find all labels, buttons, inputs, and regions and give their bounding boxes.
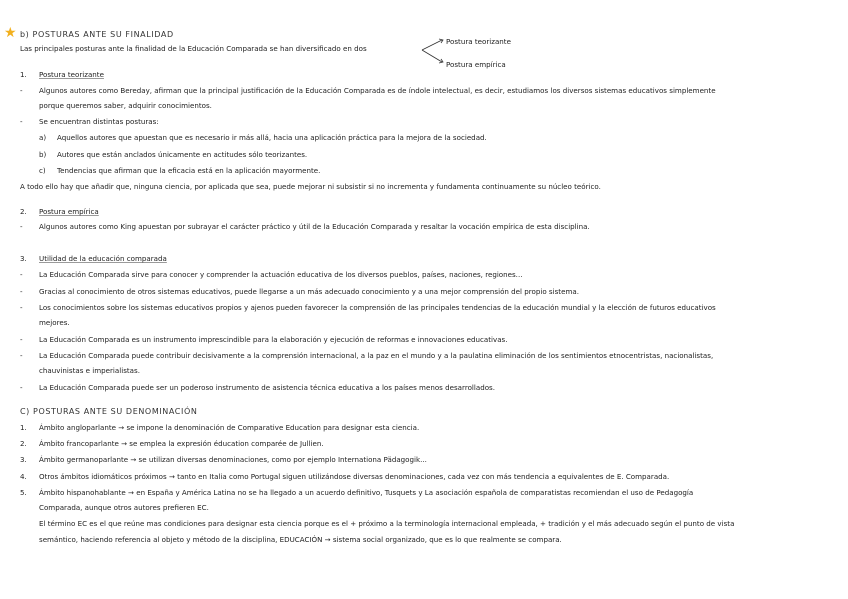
item-number: 4. <box>20 472 27 481</box>
sub-label-b: b) <box>39 150 47 159</box>
teorizante-bullet-1: Algunos autores como Bereday, afirman que la principal justificación de la Educación Comparada es de índole intelectual, es decir, estudiamos los diversos sistemas educativos simplemente <box>39 86 716 95</box>
bullet-dash: - <box>20 303 23 312</box>
denominacion-item-2: Ámbito francoparlante → se emplea la expresión éducation comparée de Jullien. <box>39 439 324 448</box>
postura-empirica-title: Postura empírica <box>39 207 99 216</box>
section-b-title: b) POSTURAS ANTE SU FINALIDAD <box>20 30 174 39</box>
bullet-dash: - <box>20 287 23 296</box>
branch-bottom-label: Postura empírica <box>446 60 506 69</box>
utilidad-bullet-3: Los conocimientos sobre los sistemas educativos propios y ajenos pueden favorecer la comprensión de las principales tendencias de la educación mundial y la elección de futuros educativos <box>39 303 716 312</box>
teorizante-closing: A todo ello hay que añadir que, ninguna ciencia, por aplicada que sea, puede mejorar ni subsistir si no incrementa y fundamenta continuamente su núcleo teórico. <box>20 182 601 191</box>
utilidad-bullet-5: La Educación Comparada puede contribuir decisivamente a la comprensión internacional, a la paz en el mundo y a la paulatina eliminación de los sentimientos etnocentristas, nacionalistas, <box>39 351 714 360</box>
star-icon: ★ <box>4 25 17 41</box>
sub-item-c: Tendencias que afirman que la eficacia está en la aplicación mayormente. <box>57 166 321 175</box>
item-number: 2. <box>20 439 27 448</box>
bullet-dash: - <box>20 222 23 231</box>
item-number: 1. <box>20 423 27 432</box>
sub-item-b: Autores que están anclados únicamente en actitudes sólo teorizantes. <box>57 150 308 159</box>
denominacion-item-4: Otros ámbitos idiomáticos próximos → tanto en Italia como Portugal siguen utilizándose diversas denominaciones, cada vez con más tendencia a equivalentes de E. Comparada. <box>39 472 670 481</box>
denominacion-paragraph-cont: semántico, haciendo referencia al objeto y método de la disciplina, EDUCACIÓN → sistema social organizado, que es lo que realmente se compara. <box>39 535 562 544</box>
teorizante-bullet-1-cont: porque queremos saber, adquirir conocimientos. <box>39 101 212 110</box>
bullet-dash: - <box>20 351 23 360</box>
item-number: 2. <box>20 207 27 216</box>
utilidad-title: Utilidad de la educación comparada <box>39 254 167 263</box>
utilidad-bullet-1: La Educación Comparada sirve para conocer y comprender la actuación educativa de los diversos pueblos, países, naciones, regiones... <box>39 270 523 279</box>
bullet-dash: - <box>20 117 23 126</box>
utilidad-bullet-3-cont: mejores. <box>39 318 70 327</box>
item-number: 5. <box>20 488 27 497</box>
item-number: 3. <box>20 254 27 263</box>
bullet-dash: - <box>20 270 23 279</box>
bullet-dash: - <box>20 86 23 95</box>
denominacion-item-3: Ámbito germanoparlante → se utilizan diversas denominaciones, como por ejemplo Internationa Pädagogik... <box>39 455 427 464</box>
utilidad-bullet-2: Gracias al conocimiento de otros sistemas educativos, puede llegarse a un más adecuado conocimiento y a una mejor comprensión del propio sistema. <box>39 287 579 296</box>
sub-item-a: Aquellos autores que apuestan que es necesario ir más allá, hacia una aplicación práctica para la mejora de la sociedad. <box>57 133 487 142</box>
sub-label-a: a) <box>39 133 47 142</box>
denominacion-item-5-cont: Comparada, aunque otros autores prefieren EC. <box>39 503 209 512</box>
utilidad-bullet-4: La Educación Comparada es un instrumento imprescindible para la elaboración y ejecución de reformas e innovaciones educativas. <box>39 335 508 344</box>
denominacion-paragraph: El término EC es el que reúne mas condiciones para designar esta ciencia porque es el + próximo a la terminología internacional empleada, + tradición y el más adecuado según el punto de vista <box>39 519 735 528</box>
teorizante-bullet-2: Se encuentran distintas posturas: <box>39 117 159 126</box>
empirica-bullet-1: Algunos autores como King apuestan por subrayar el carácter práctico y útil de la Educación Comparada y resaltar la vocación empírica de esta disciplina. <box>39 222 590 231</box>
postura-teorizante-title: Postura teorizante <box>39 70 104 79</box>
intro-text: Las principales posturas ante la finalidad de la Educación Comparada se han diversificado en dos <box>20 44 367 53</box>
branch-arrows-icon <box>420 36 446 66</box>
sub-label-c: c) <box>39 166 46 175</box>
branch-top-label: Postura teorizante <box>446 37 511 46</box>
item-number: 1. <box>20 70 27 79</box>
utilidad-bullet-5-cont: chauvinistas e imperialistas. <box>39 366 140 375</box>
utilidad-bullet-6: La Educación Comparada puede ser un poderoso instrumento de asistencia técnica educativa a los países menos desarrollados. <box>39 383 495 392</box>
bullet-dash: - <box>20 383 23 392</box>
denominacion-item-5: Ámbito hispanohablante → en España y América Latina no se ha llegado a un acuerdo definitivo, Tusquets y La asociación española de comparatistas recomiendan el uso de Pedagogía <box>39 488 694 497</box>
item-number: 3. <box>20 455 27 464</box>
denominacion-item-1: Ámbito angloparlante → se impone la denominación de Comparative Education para designar esta ciencia. <box>39 423 420 432</box>
section-c-title: C) POSTURAS ANTE SU DENOMINACIÓN <box>20 407 198 416</box>
bullet-dash: - <box>20 335 23 344</box>
